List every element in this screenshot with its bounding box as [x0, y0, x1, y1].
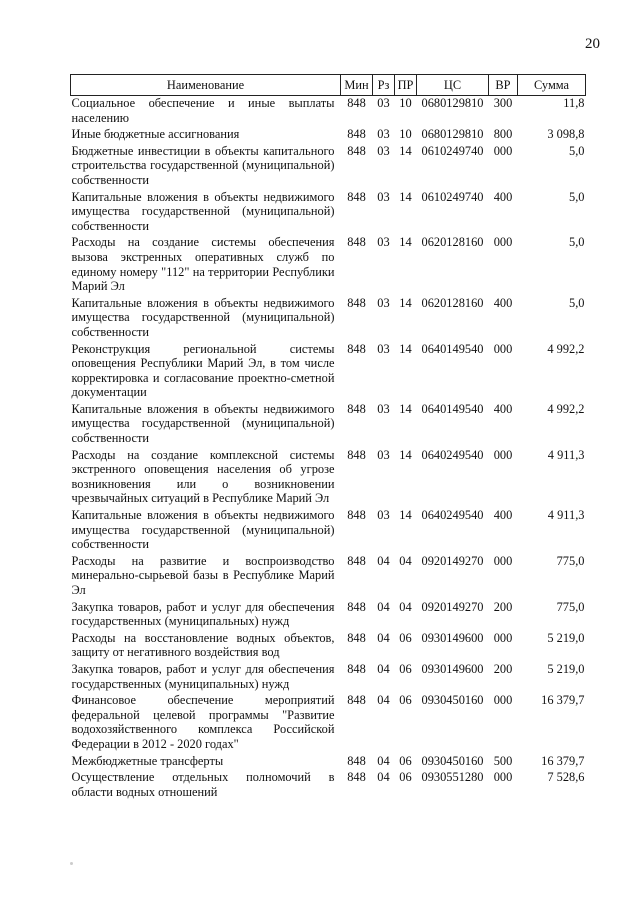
row-min: 848	[347, 189, 366, 204]
row-rz: 04	[377, 599, 390, 614]
budget-table	[70, 74, 586, 801]
row-pr: 04	[399, 553, 412, 568]
row-rz: 03	[377, 127, 390, 142]
row-name: Иные бюджетные ассигнования	[71, 127, 240, 142]
row-name: Капитальные вложения в объекты недвижимого имущества государственной (муниципальной) собственности	[71, 401, 335, 446]
table-row	[71, 631, 586, 662]
row-vr: 400	[493, 508, 513, 523]
row-rz: 04	[377, 770, 390, 785]
header-rz: Рз	[373, 75, 395, 96]
row-cs: 0610249740	[421, 143, 484, 158]
header-pr: ПР	[395, 75, 417, 96]
row-pr: 10	[399, 96, 412, 110]
row-min: 848	[347, 630, 366, 645]
table-row	[71, 127, 586, 144]
row-pr: 14	[399, 235, 412, 250]
row-min: 848	[347, 693, 366, 708]
row-rz: 03	[377, 189, 390, 204]
row-pr: 14	[399, 189, 412, 204]
row-vr: 200	[493, 661, 513, 676]
row-min: 848	[347, 447, 366, 462]
row-vr: 400	[493, 295, 513, 310]
row-cs: 0930149600	[421, 661, 484, 676]
table-header-row	[71, 75, 586, 96]
row-sum: 4 992,2	[547, 401, 585, 416]
row-rz: 03	[377, 96, 390, 110]
row-vr: 000	[493, 235, 513, 250]
row-sum: 16 379,7	[541, 753, 585, 768]
row-vr: 300	[493, 96, 513, 110]
row-pr: 06	[399, 661, 412, 676]
row-sum: 775,0	[556, 599, 585, 614]
row-vr: 800	[493, 127, 513, 142]
row-name: Капитальные вложения в объекты недвижимого имущества государственной (муниципальной) собственности	[71, 508, 335, 552]
row-min: 848	[347, 753, 366, 768]
table-row	[71, 508, 586, 554]
row-min: 848	[347, 599, 366, 614]
row-sum: 775,0	[556, 553, 585, 568]
row-pr: 06	[399, 630, 412, 645]
row-sum: 16 379,7	[541, 693, 585, 708]
table-row	[71, 770, 586, 801]
row-cs: 0920149270	[421, 553, 484, 568]
table-row	[71, 754, 586, 771]
table-row	[71, 296, 586, 342]
row-vr: 000	[493, 447, 513, 462]
row-name: Социальное обеспечение и иные выплаты населению	[71, 96, 335, 125]
row-sum: 7 528,6	[547, 770, 585, 785]
row-pr: 06	[399, 753, 412, 768]
table-row	[71, 342, 586, 402]
row-cs: 0930551280	[421, 770, 484, 785]
row-pr: 06	[399, 770, 412, 785]
row-vr: 000	[493, 341, 513, 356]
row-cs: 0640149540	[421, 401, 484, 416]
row-vr: 000	[493, 770, 513, 785]
row-vr: 000	[493, 693, 513, 708]
row-name: Расходы на развитие и воспроизводство минерально-сырьевой базы в Республике Марий Эл	[71, 553, 335, 597]
row-cs: 0620128160	[421, 295, 484, 310]
row-vr: 400	[493, 401, 513, 416]
row-min: 848	[347, 401, 366, 416]
row-pr: 14	[399, 401, 412, 416]
row-name: Расходы на восстановление водных объектов, защиту от негативного воздействия вод	[71, 630, 335, 660]
row-rz: 03	[377, 401, 390, 416]
row-pr: 14	[399, 341, 412, 356]
row-vr: 400	[493, 189, 513, 204]
row-pr: 14	[399, 508, 412, 523]
table-row	[71, 448, 586, 508]
row-min: 848	[347, 661, 366, 676]
row-cs: 0680129810	[421, 96, 484, 110]
header-cs: ЦС	[417, 75, 489, 96]
header-min: Мин	[341, 75, 373, 96]
row-vr: 000	[493, 143, 513, 158]
row-rz: 03	[377, 235, 390, 250]
row-cs: 0930450160	[421, 753, 484, 768]
row-sum: 4 911,3	[547, 508, 585, 523]
row-min: 848	[347, 770, 366, 785]
table-row	[71, 693, 586, 753]
row-cs: 0930450160	[421, 693, 484, 708]
row-sum: 5,0	[569, 189, 585, 204]
row-pr: 10	[399, 127, 412, 142]
row-name: Осуществление отдельных полномочий в области водных отношений	[71, 770, 335, 799]
header-sum: Сумма	[518, 75, 586, 96]
row-min: 848	[347, 96, 366, 110]
row-pr: 14	[399, 143, 412, 158]
row-cs: 0640149540	[421, 341, 484, 356]
row-rz: 04	[377, 693, 390, 708]
table-row	[71, 554, 586, 600]
row-rz: 03	[377, 341, 390, 356]
row-cs: 0640249540	[421, 447, 484, 462]
row-name: Расходы на создание комплексной системы экстренного оповещения населения об угрозе возникновения или о возникновении чрезвычайных ситуаций в Республике Марий Эл	[71, 447, 335, 506]
row-vr: 200	[493, 599, 513, 614]
row-sum: 11,8	[563, 96, 585, 110]
row-cs: 0620128160	[421, 235, 484, 250]
row-cs: 0640249540	[421, 508, 484, 523]
row-sum: 5 219,0	[547, 630, 585, 645]
row-vr: 000	[493, 630, 513, 645]
table-row	[71, 144, 586, 190]
row-vr: 500	[493, 753, 513, 768]
table-row	[71, 190, 586, 236]
row-min: 848	[347, 341, 366, 356]
scan-smudge	[70, 862, 73, 865]
row-min: 848	[347, 553, 366, 568]
row-name: Финансовое обеспечение мероприятий федеральной целевой программы "Развитие водохозяйственного комплекса Российской Федерации в 2012 - 2020 годах"	[71, 693, 335, 751]
row-sum: 3 098,8	[547, 127, 585, 142]
row-rz: 03	[377, 143, 390, 158]
table-row	[71, 662, 586, 693]
row-pr: 14	[399, 295, 412, 310]
row-sum: 4 992,2	[547, 341, 585, 356]
row-rz: 03	[377, 295, 390, 310]
row-min: 848	[347, 127, 366, 142]
row-name: Межбюджетные трансферты	[71, 753, 224, 768]
header-vr: ВР	[489, 75, 518, 96]
row-rz: 03	[377, 508, 390, 523]
row-sum: 5,0	[569, 235, 585, 250]
row-min: 848	[347, 235, 366, 250]
row-min: 848	[347, 508, 366, 523]
row-sum: 5,0	[569, 143, 585, 158]
page-number: 20	[585, 36, 600, 52]
row-cs: 0610249740	[421, 189, 484, 204]
row-min: 848	[347, 295, 366, 310]
row-name: Капитальные вложения в объекты недвижимого имущества государственной (муниципальной) собственности	[71, 189, 335, 233]
row-pr: 04	[399, 599, 412, 614]
row-name: Реконструкция региональной системы оповещения Республики Марий Эл, в том числе корректировка и согласование проектно-сметной документации	[71, 341, 335, 400]
row-vr: 000	[493, 553, 513, 568]
row-sum: 4 911,3	[547, 447, 585, 462]
row-cs: 0930149600	[421, 630, 484, 645]
table-row	[71, 600, 586, 631]
row-name: Капитальные вложения в объекты недвижимого имущества государственной (муниципальной) собственности	[71, 295, 335, 339]
row-min: 848	[347, 143, 366, 158]
table-row	[71, 402, 586, 448]
table-row	[71, 235, 586, 295]
row-rz: 04	[377, 630, 390, 645]
row-sum: 5 219,0	[547, 661, 585, 676]
row-pr: 14	[399, 447, 412, 462]
row-cs: 0920149270	[421, 599, 484, 614]
row-sum: 5,0	[569, 295, 585, 310]
row-rz: 04	[377, 661, 390, 676]
row-rz: 04	[377, 753, 390, 768]
row-name: Расходы на создание системы обеспечения вызова экстренных оперативных служб по единому номеру "112" на территории Республики Марий Эл	[71, 235, 335, 294]
row-rz: 03	[377, 447, 390, 462]
header-name: Наименование	[71, 75, 341, 96]
row-pr: 06	[399, 693, 412, 708]
row-name: Закупка товаров, работ и услуг для обеспечения государственных (муниципальных) нужд	[71, 661, 335, 691]
row-name: Закупка товаров, работ и услуг для обеспечения государственных (муниципальных) нужд	[71, 599, 335, 629]
row-rz: 04	[377, 553, 390, 568]
row-name: Бюджетные инвестиции в объекты капитального строительства государственной (муниципальной) собственности	[71, 143, 335, 187]
table-row	[71, 96, 586, 128]
row-cs: 0680129810	[421, 127, 484, 142]
